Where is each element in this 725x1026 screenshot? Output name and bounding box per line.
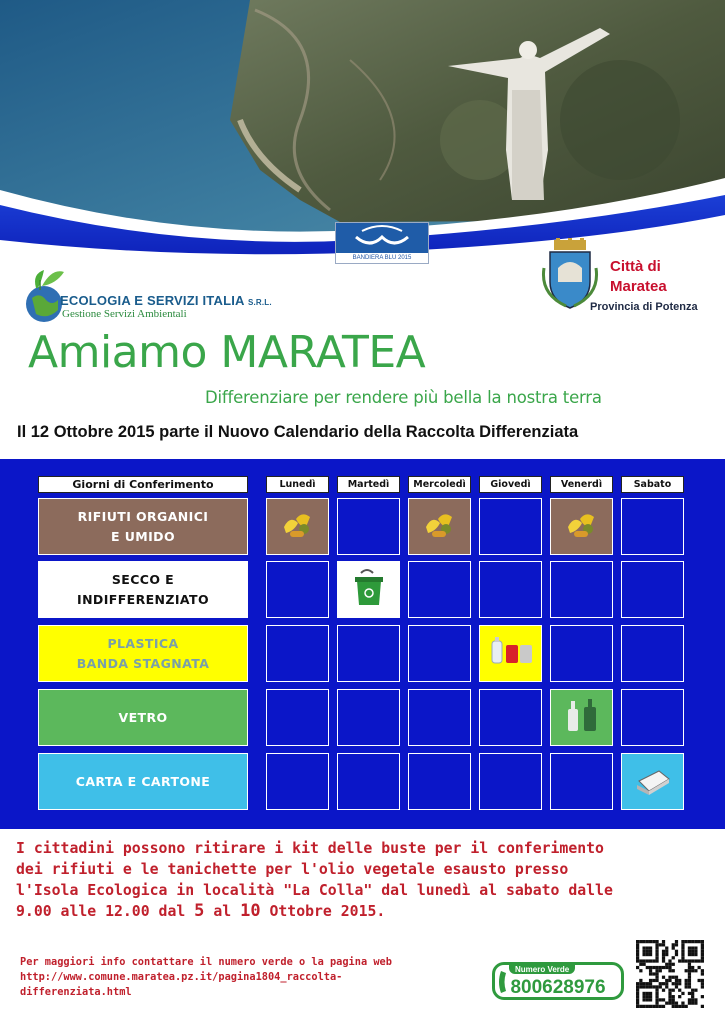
bandiera-blu-logo bbox=[335, 222, 429, 264]
numero-verde-number: 800628976 bbox=[510, 977, 606, 998]
calendar-cell-empty bbox=[408, 625, 471, 682]
calendar-cell-empty bbox=[621, 561, 684, 618]
calendar-cell-empty bbox=[266, 625, 329, 682]
info-line bbox=[16, 901, 716, 922]
day-header-lunedi: Lunedì bbox=[266, 476, 329, 493]
calendar-cell-empty bbox=[337, 625, 400, 682]
calendar-cell-active bbox=[479, 625, 542, 682]
day-header-venerdi: Venerdì bbox=[550, 476, 613, 493]
plastic-cans-icon bbox=[488, 637, 534, 671]
calendar-cell-empty bbox=[550, 753, 613, 810]
bandiera-label: BANDIERA BLU 2015 bbox=[352, 255, 412, 261]
category-label: RIFIUTI ORGANICI bbox=[77, 508, 209, 524]
calendar-cell-empty bbox=[621, 625, 684, 682]
calendar-cell-empty bbox=[337, 498, 400, 555]
category-label: BANDA STAGNATA bbox=[76, 655, 210, 671]
calendar-cell-empty bbox=[479, 689, 542, 746]
blue-flag-icon bbox=[336, 223, 428, 253]
calendar-cell-empty bbox=[479, 561, 542, 618]
day-header-giovedi: Giovedì bbox=[479, 476, 542, 493]
category-label: E UMIDO bbox=[111, 528, 175, 544]
green-bin-icon bbox=[349, 567, 389, 613]
qr-code[interactable] bbox=[636, 940, 704, 1008]
numero-verde-badge[interactable] bbox=[492, 962, 624, 1000]
day-header-sabato: Sabato bbox=[621, 476, 684, 493]
category-vetro bbox=[38, 689, 248, 746]
info-line: I cittadini possono ritirare i kit delle buste per il conferimento bbox=[16, 840, 604, 857]
calendar-cell-active bbox=[621, 753, 684, 810]
calendar-cell-empty bbox=[621, 498, 684, 555]
category-secco bbox=[38, 561, 248, 618]
paper-box-icon bbox=[633, 763, 673, 801]
category-label: INDIFFERENZIATO bbox=[77, 591, 209, 607]
citta-line1: Città di bbox=[610, 258, 661, 275]
category-label: CARTA E CARTONE bbox=[75, 773, 211, 789]
category-carta bbox=[38, 753, 248, 810]
calendar-cell-active bbox=[550, 498, 613, 555]
qr-code-icon bbox=[636, 940, 704, 1008]
info-paragraph bbox=[16, 838, 716, 922]
calendar-cell-empty bbox=[266, 561, 329, 618]
announcement: Il 12 Ottobre 2015 parte il Nuovo Calendario della Raccolta Differenziata bbox=[17, 423, 579, 441]
calendar-cell-active bbox=[550, 689, 613, 746]
day-header-mercoledi: Mercoledì bbox=[408, 476, 471, 493]
website-link[interactable]: http://www.comune.maratea.pz.it/pagina1804_raccolta- bbox=[20, 971, 343, 983]
info-month: Ottobre 2015. bbox=[269, 903, 386, 920]
page-tagline: Differenziare per rendere più bella la nostra terra bbox=[205, 388, 602, 407]
category-label: VETRO bbox=[118, 709, 168, 725]
category-label: PLASTICA bbox=[107, 635, 179, 651]
page-title: Amiamo MARATEA bbox=[28, 327, 426, 378]
calendar-cell-empty bbox=[621, 689, 684, 746]
website-link-continued[interactable]: differenziata.html bbox=[20, 986, 132, 998]
calendar-cell-empty bbox=[337, 753, 400, 810]
glass-bottles-icon bbox=[562, 699, 602, 737]
calendar-cell-empty bbox=[408, 689, 471, 746]
info-day-start: 5 bbox=[194, 901, 205, 921]
info-day-end: 10 bbox=[240, 901, 261, 921]
citta-line2: Maratea bbox=[610, 278, 667, 295]
more-info bbox=[20, 955, 490, 1000]
ecologia-name-text: ECOLOGIA E SERVIZI ITALIA bbox=[60, 293, 245, 308]
calendar-cell-empty bbox=[266, 689, 329, 746]
table-header-label: Giorni di Conferimento bbox=[38, 476, 248, 493]
coat-of-arms-icon bbox=[540, 238, 600, 310]
more-info-line: Per maggiori info contattare il numero verde o la pagina web bbox=[20, 956, 392, 968]
category-organico bbox=[38, 498, 248, 555]
calendar-cell-empty bbox=[408, 561, 471, 618]
calendar-cell-empty bbox=[479, 753, 542, 810]
numero-verde-label: Numero Verde bbox=[509, 965, 575, 974]
calendar-cell-empty bbox=[266, 753, 329, 810]
calendar-cell-empty bbox=[550, 561, 613, 618]
calendar-cell-active bbox=[337, 561, 400, 618]
ecologia-subtitle: Gestione Servizi Ambientali bbox=[62, 308, 187, 320]
ecologia-name bbox=[60, 293, 272, 308]
calendar-cell-empty bbox=[337, 689, 400, 746]
organic-waste-icon bbox=[280, 509, 316, 545]
category-plastica bbox=[38, 625, 248, 682]
calendar-cell-active bbox=[408, 498, 471, 555]
organic-waste-icon bbox=[564, 509, 600, 545]
info-al: al bbox=[213, 903, 241, 920]
ecologia-srl: S.R.L. bbox=[247, 298, 272, 307]
calendar-cell-empty bbox=[479, 498, 542, 555]
calendar-cell-empty bbox=[408, 753, 471, 810]
category-label: SECCO E bbox=[111, 571, 175, 587]
provincia-label: Provincia di Potenza bbox=[590, 301, 698, 313]
day-header-martedi: Martedì bbox=[337, 476, 400, 493]
calendar-cell-empty bbox=[550, 625, 613, 682]
info-hours: 9.00 alle 12.00 dal bbox=[16, 903, 195, 920]
info-line: dei rifiuti e le tanichette per l'olio vegetale esausto presso bbox=[16, 861, 569, 878]
info-line: l'Isola Ecologica in località "La Colla" dal lunedì al sabato dalle bbox=[16, 882, 613, 899]
organic-waste-icon bbox=[422, 509, 458, 545]
calendar-cell-active bbox=[266, 498, 329, 555]
